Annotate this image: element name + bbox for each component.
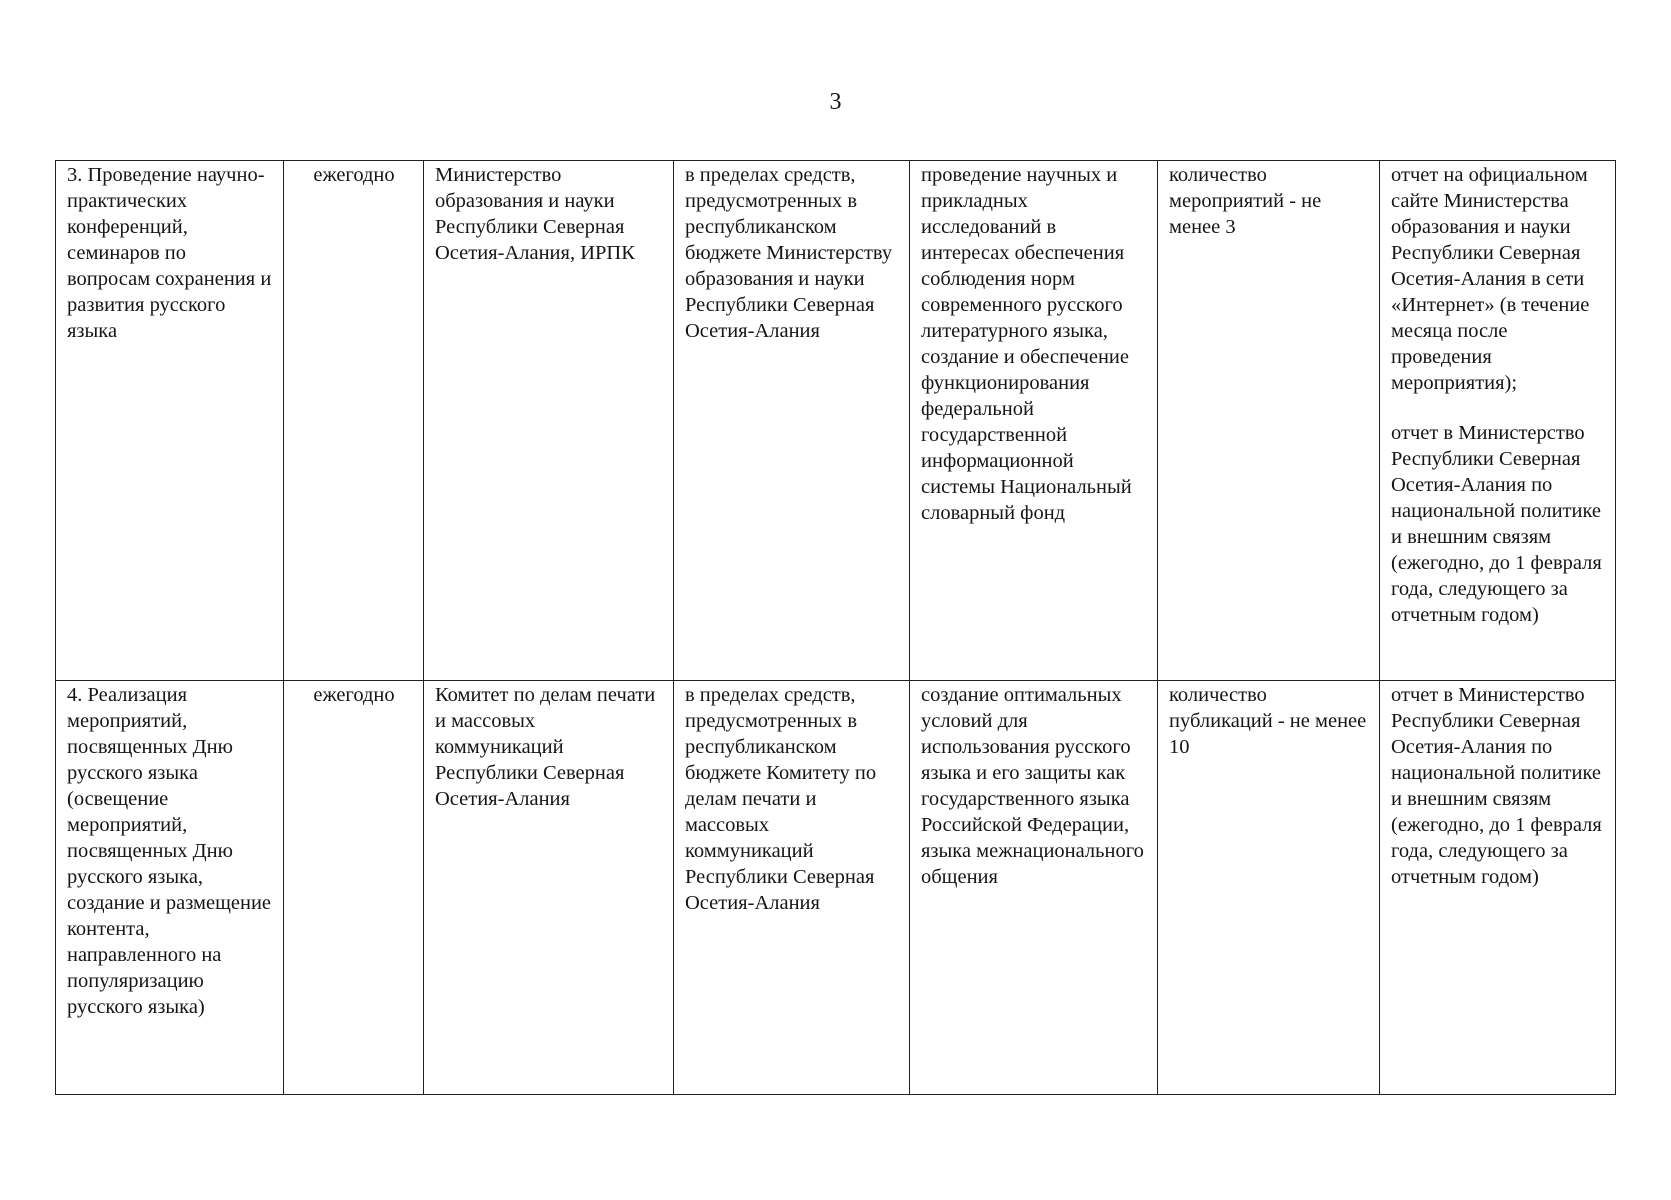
table-row xyxy=(56,161,1616,681)
measures-table xyxy=(55,160,1616,1095)
funding-cell: в пределах средств, предусмотренных в республиканском бюджете Министерству образования и науки Республики Северная Осетия-Алания xyxy=(674,161,910,681)
table-row xyxy=(56,681,1616,1095)
report-cell xyxy=(1380,161,1616,681)
event-cell: 4. Реализация мероприятий, посвященных Дню русского языка (освещение мероприятий, посвященных Дню русского языка, создание и размещение контента, направленного на популяризацию русского языка) xyxy=(56,681,284,1095)
period-cell: ежегодно xyxy=(284,681,424,1095)
report-paragraph: отчет в Министерство Республики Северная Осетия-Алания по национальной политике и внешним связям (ежегодно, до 1 февраля года, следующего за отчетным годом) xyxy=(1391,684,1602,888)
indicator-cell: количество публикаций - не менее 10 xyxy=(1158,681,1380,1095)
report-paragraph: отчет на официальном сайте Министерства образования и науки Республики Северная Осетия-Алания в сети «Интернет» (в течение месяца после проведения мероприятия); xyxy=(1391,164,1590,394)
event-cell: 3. Проведение научно-практических конференций, семинаров по вопросам сохранения и развития русского языка xyxy=(56,161,284,681)
funding-cell: в пределах средств, предусмотренных в республиканском бюджете Комитету по делам печати и массовых коммуникаций Республики Северная Осетия-Алания xyxy=(674,681,910,1095)
executor-cell: Министерство образования и науки Республики Северная Осетия-Алания, ИРПК xyxy=(424,161,674,681)
indicator-cell: количество мероприятий - не менее 3 xyxy=(1158,161,1380,681)
executor-cell: Комитет по делам печати и массовых коммуникаций Республики Северная Осетия-Алания xyxy=(424,681,674,1095)
result-cell: создание оптимальных условий для использования русского языка и его защиты как государственного языка Российской Федерации, языка межнационального общения xyxy=(910,681,1158,1095)
result-cell: проведение научных и прикладных исследований в интересах обеспечения соблюдения норм современного русского литературного языка, создание и обеспечение функционирования федеральной государственной информационной системы Национальный словарный фонд xyxy=(910,161,1158,681)
page-number: 3 xyxy=(829,89,842,115)
report-cell xyxy=(1380,681,1616,1095)
period-cell: ежегодно xyxy=(284,161,424,681)
report-paragraph: отчет в Министерство Республики Северная Осетия-Алания по национальной политике и внешним связям (ежегодно, до 1 февраля года, следующего за отчетным годом) xyxy=(1391,422,1602,626)
